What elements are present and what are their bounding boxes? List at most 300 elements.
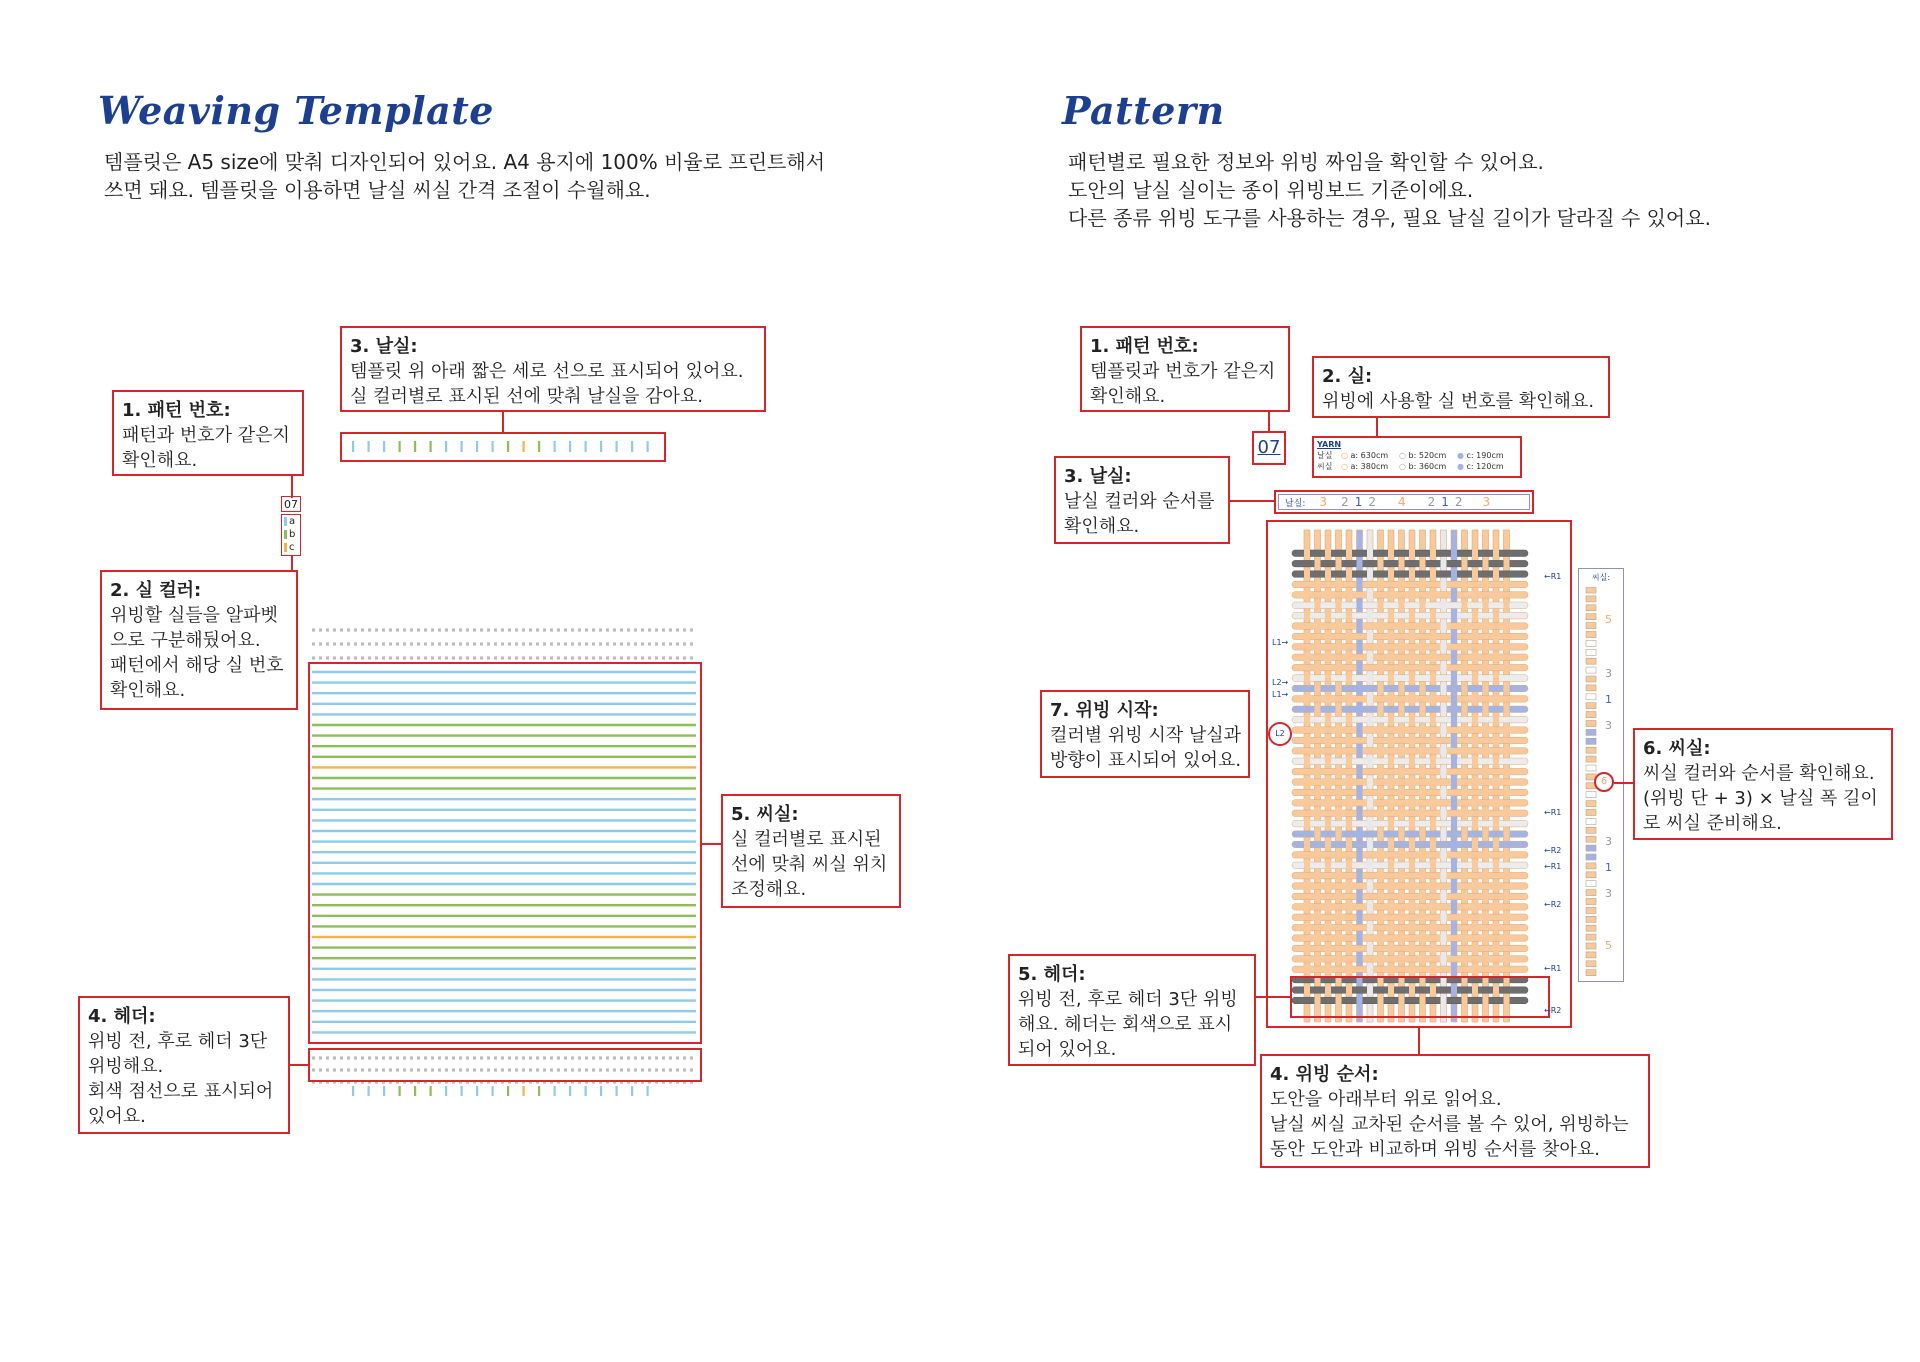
warp-tick xyxy=(461,1086,463,1096)
callout-text: 위빙에 사용할 실 번호를 확인해요. xyxy=(1322,391,1595,412)
callout-text: 패턴과 번호가 같은지 xyxy=(122,425,290,446)
warp-over xyxy=(1504,871,1510,880)
warp-over xyxy=(1462,684,1468,693)
weft-swatch xyxy=(1586,925,1596,931)
start-mark: L1→ xyxy=(1272,638,1289,647)
warp-over xyxy=(1462,955,1468,964)
warp-over xyxy=(1388,757,1394,766)
yarn-table-header: YARN xyxy=(1317,440,1342,449)
warp-over xyxy=(1462,726,1468,735)
warp-over xyxy=(1357,684,1363,693)
warp-over xyxy=(1420,726,1426,735)
weft-swatch xyxy=(1586,605,1596,611)
warp-over xyxy=(1357,788,1363,797)
warp-over xyxy=(1472,611,1478,620)
warp-over xyxy=(1388,965,1394,974)
weave-diagram xyxy=(1268,522,1570,1026)
warp-over xyxy=(1409,840,1415,849)
warp-over xyxy=(1399,767,1405,776)
warp-over xyxy=(1462,559,1468,568)
warp-over xyxy=(1304,861,1310,870)
warp-over xyxy=(1462,705,1468,714)
warp-tick xyxy=(383,441,385,452)
right-callout-header xyxy=(1008,954,1256,1066)
warp-over xyxy=(1325,923,1331,932)
warp-over xyxy=(1378,643,1384,652)
header-area-box xyxy=(308,1048,702,1082)
weft-swatch xyxy=(1586,872,1596,878)
warp-over xyxy=(1378,601,1384,610)
warp-over xyxy=(1441,767,1447,776)
warp-over xyxy=(1325,674,1331,683)
warp-tick xyxy=(538,441,540,452)
warp-over xyxy=(1462,788,1468,797)
warp-over xyxy=(1378,913,1384,922)
warp-over xyxy=(1325,903,1331,912)
warp-over xyxy=(1399,684,1405,693)
weft-row xyxy=(1292,644,1528,651)
warp-over xyxy=(1346,944,1352,953)
warp-over xyxy=(1420,934,1426,943)
left-callout-yarn-color xyxy=(100,570,298,710)
warp-over xyxy=(1472,778,1478,787)
warp-over xyxy=(1378,663,1384,672)
weft-swatch xyxy=(1586,587,1596,593)
warp-over xyxy=(1367,674,1373,683)
warp-over xyxy=(1462,622,1468,631)
left-intro-line: 템플릿은 A5 size에 맞춰 디자인되어 있어요. A4 용지에 100% 비율로 프린트해서 xyxy=(104,150,826,174)
warp-tick xyxy=(647,441,649,452)
callout-text: 있어요. xyxy=(88,1106,146,1127)
warp-over xyxy=(1388,903,1394,912)
warp-over xyxy=(1493,632,1499,641)
warp-over xyxy=(1399,747,1405,756)
warp-over xyxy=(1336,830,1342,839)
callout-text: 방향이 표시되어 있어요. xyxy=(1050,750,1242,771)
callout-text: 템플릿 위 아래 짧은 세로 선으로 표시되어 있어요. xyxy=(350,361,744,382)
right-callout-weft xyxy=(1633,728,1893,840)
warp-over xyxy=(1399,830,1405,839)
weft-swatch xyxy=(1586,907,1596,913)
warp-over xyxy=(1388,799,1394,808)
warp-over xyxy=(1367,965,1373,974)
warp-tick xyxy=(461,441,463,452)
warp-over xyxy=(1472,882,1478,891)
yarn-letter: a xyxy=(289,516,296,527)
callout-text: 해요. 헤더는 회색으로 표시 xyxy=(1018,1014,1233,1035)
weft-swatch xyxy=(1586,658,1596,664)
warp-over xyxy=(1472,715,1478,724)
warp-over xyxy=(1346,799,1352,808)
weft-swatch xyxy=(1586,667,1596,673)
warp-over xyxy=(1420,892,1426,901)
left-callout-weft xyxy=(721,794,901,908)
callout-text: 날실 씨실 교차된 순서를 볼 수 있어, 위빙하는 xyxy=(1270,1114,1629,1135)
warp-over xyxy=(1399,871,1405,880)
weft-swatch xyxy=(1586,738,1596,744)
left-callout-warp xyxy=(340,326,766,412)
warp-over xyxy=(1430,778,1436,787)
warp-over xyxy=(1483,726,1489,735)
weft-swatch xyxy=(1586,747,1596,753)
warp-over xyxy=(1493,944,1499,953)
left-pattern-number: 07 xyxy=(281,496,301,512)
right-callout-yarn xyxy=(1312,356,1610,418)
weft-swatch xyxy=(1586,818,1596,824)
row-mark: ←R2 xyxy=(1544,1006,1562,1015)
start-circle: L2 xyxy=(1268,722,1292,746)
weft-row xyxy=(1292,664,1528,671)
warp-over xyxy=(1388,674,1394,683)
weft-row xyxy=(1292,602,1528,609)
warp-over xyxy=(1451,611,1457,620)
weft-swatch xyxy=(1586,721,1596,727)
warp-over xyxy=(1346,903,1352,912)
warp-over xyxy=(1483,601,1489,610)
weave-header-box xyxy=(1290,976,1550,1018)
right-callout-weaving-start xyxy=(1040,690,1250,778)
warp-over xyxy=(1504,955,1510,964)
warp-over xyxy=(1430,861,1436,870)
weft-area-box xyxy=(308,662,702,1044)
weft-row xyxy=(1292,768,1528,775)
warp-tick xyxy=(368,441,370,452)
warp-over xyxy=(1430,882,1436,891)
callout-text: 날실 컬러와 순서를 xyxy=(1064,491,1215,512)
weft-swatch xyxy=(1586,632,1596,638)
weft-row xyxy=(1292,623,1528,630)
warp-over xyxy=(1409,549,1415,558)
warp-over xyxy=(1493,861,1499,870)
warp-over xyxy=(1462,830,1468,839)
weft-row xyxy=(1292,685,1528,692)
left-callout-pattern-number xyxy=(112,390,304,476)
warp-over xyxy=(1441,622,1447,631)
warp-over xyxy=(1304,799,1310,808)
callout-text: 도안을 아래부터 위로 읽어요. xyxy=(1270,1089,1502,1110)
warp-over xyxy=(1430,695,1436,704)
warp-over xyxy=(1451,715,1457,724)
warp-over xyxy=(1451,819,1457,828)
warp-over xyxy=(1420,622,1426,631)
warp-over xyxy=(1493,570,1499,579)
warp-over xyxy=(1472,736,1478,745)
warp-over xyxy=(1304,965,1310,974)
warp-over xyxy=(1336,913,1342,922)
warp-num: 2 xyxy=(1368,495,1376,509)
warp-over xyxy=(1409,882,1415,891)
callout-text: 확인해요. xyxy=(122,450,198,471)
callout-text: 패턴에서 해당 실 번호 xyxy=(110,655,284,676)
weft-swatch xyxy=(1586,961,1596,967)
warp-over xyxy=(1420,955,1426,964)
warp-over xyxy=(1483,955,1489,964)
warp-over xyxy=(1462,871,1468,880)
callout-heading: 1. 패턴 번호: xyxy=(122,400,231,421)
warp-over xyxy=(1325,778,1331,787)
warp-over xyxy=(1399,726,1405,735)
warp-over xyxy=(1378,934,1384,943)
right-intro-line: 도안의 날실 실이는 종이 위빙보드 기준이에요. xyxy=(1068,178,1474,202)
warp-over xyxy=(1472,549,1478,558)
weft-swatch xyxy=(1586,952,1596,958)
warp-over xyxy=(1483,684,1489,693)
warp-tick xyxy=(631,441,633,452)
weft-swatch xyxy=(1586,640,1596,646)
warp-tick xyxy=(569,441,571,452)
warp-over xyxy=(1504,663,1510,672)
warp-over xyxy=(1304,944,1310,953)
warp-over xyxy=(1357,643,1363,652)
warp-tick xyxy=(352,441,354,452)
warp-over xyxy=(1399,809,1405,818)
right-pattern-number: 07 xyxy=(1252,431,1286,465)
warp-over xyxy=(1483,747,1489,756)
warp-over xyxy=(1336,726,1342,735)
weft-swatch xyxy=(1586,854,1596,860)
warp-over xyxy=(1504,747,1510,756)
warp-over xyxy=(1315,684,1321,693)
warp-tick xyxy=(492,441,494,452)
warp-over xyxy=(1315,726,1321,735)
warp-over xyxy=(1441,809,1447,818)
warp-over xyxy=(1315,851,1321,860)
weft-swatch xyxy=(1586,676,1596,682)
leader-line xyxy=(290,1064,310,1066)
warp-over xyxy=(1430,591,1436,600)
warp-over xyxy=(1346,757,1352,766)
weft-swatch xyxy=(1586,881,1596,887)
warp-over xyxy=(1493,736,1499,745)
warp-over xyxy=(1304,570,1310,579)
warp-over xyxy=(1378,559,1384,568)
warp-over xyxy=(1451,840,1457,849)
warp-over xyxy=(1504,892,1510,901)
warp-tick xyxy=(523,441,525,452)
warp-tick xyxy=(538,1086,540,1096)
warp-over xyxy=(1336,601,1342,610)
warp-over xyxy=(1409,736,1415,745)
weft-swatch xyxy=(1586,729,1596,735)
warp-over xyxy=(1346,819,1352,828)
warp-over xyxy=(1441,892,1447,901)
weft-swatch xyxy=(1586,845,1596,851)
yarn-letter: b xyxy=(289,529,296,540)
warp-over xyxy=(1441,913,1447,922)
right-callout-warp xyxy=(1054,456,1230,544)
warp-over xyxy=(1420,851,1426,860)
warp-over xyxy=(1378,871,1384,880)
warp-over xyxy=(1388,653,1394,662)
warp-over xyxy=(1504,913,1510,922)
warp-over xyxy=(1430,736,1436,745)
warp-num: 2 xyxy=(1341,495,1349,509)
warp-tick xyxy=(476,441,478,452)
warp-num: 2 xyxy=(1454,495,1463,509)
warp-over xyxy=(1451,674,1457,683)
warp-over xyxy=(1409,799,1415,808)
warp-over xyxy=(1493,799,1499,808)
warp-over xyxy=(1336,663,1342,672)
warp-over xyxy=(1430,632,1436,641)
warp-over xyxy=(1430,715,1436,724)
leader-line xyxy=(1376,418,1378,436)
warp-ticks-bottom xyxy=(340,1084,666,1098)
weft-row xyxy=(1292,560,1528,567)
warp-tick xyxy=(507,441,509,452)
warp-over xyxy=(1325,861,1331,870)
warp-over xyxy=(1504,580,1510,589)
warp-over xyxy=(1483,851,1489,860)
warp-over xyxy=(1367,840,1373,849)
warp-over xyxy=(1399,913,1405,922)
leader-line xyxy=(291,476,293,498)
callout-text: 확인해요. xyxy=(1090,386,1166,407)
warp-over xyxy=(1315,705,1321,714)
warp-over xyxy=(1388,632,1394,641)
warp-over xyxy=(1357,726,1363,735)
weft-num: 3 xyxy=(1605,719,1612,732)
warp-over xyxy=(1336,934,1342,943)
warp-over xyxy=(1346,611,1352,620)
warp-tick xyxy=(352,1086,354,1096)
warp-over xyxy=(1336,622,1342,631)
warp-over xyxy=(1504,643,1510,652)
warp-over xyxy=(1472,591,1478,600)
warp-over xyxy=(1441,934,1447,943)
warp-tick xyxy=(569,1086,571,1096)
yarn-row xyxy=(1317,450,1517,461)
weft-swatch xyxy=(1586,836,1596,842)
warp-over xyxy=(1357,871,1363,880)
warp-tick xyxy=(554,1086,556,1096)
warp-over xyxy=(1357,747,1363,756)
warp-over xyxy=(1483,809,1489,818)
yarn-swatch-orange xyxy=(284,543,287,552)
warp-over xyxy=(1409,570,1415,579)
warp-over xyxy=(1409,715,1415,724)
right-intro-line: 패턴별로 필요한 정보와 위빙 짜임을 확인할 수 있어요. xyxy=(1068,150,1544,174)
callout-heading: 2. 실 컬러: xyxy=(110,580,202,601)
callout-text: 회색 점선으로 표시되어 xyxy=(88,1081,274,1102)
warp-over xyxy=(1451,653,1457,662)
warp-over xyxy=(1430,903,1436,912)
warp-over xyxy=(1315,601,1321,610)
callout-heading: 1. 패턴 번호: xyxy=(1090,336,1199,357)
weft-row xyxy=(1292,789,1528,796)
warp-over xyxy=(1315,934,1321,943)
warp-tick xyxy=(368,1086,370,1096)
weft-swatch xyxy=(1586,943,1596,949)
warp-over xyxy=(1367,570,1373,579)
warp-over xyxy=(1378,622,1384,631)
warp-over xyxy=(1357,809,1363,818)
warp-over xyxy=(1367,819,1373,828)
weft-swatch xyxy=(1586,801,1596,807)
warp-over xyxy=(1315,913,1321,922)
warp-over xyxy=(1483,788,1489,797)
warp-over xyxy=(1304,611,1310,620)
weft-row xyxy=(1292,706,1528,713)
warp-over xyxy=(1346,923,1352,932)
warp-over xyxy=(1493,965,1499,974)
warp-over xyxy=(1378,809,1384,818)
warp-over xyxy=(1430,923,1436,932)
warp-over xyxy=(1399,955,1405,964)
warp-over xyxy=(1451,965,1457,974)
warp-over xyxy=(1493,674,1499,683)
warp-over xyxy=(1409,757,1415,766)
weft-swatch xyxy=(1586,614,1596,620)
warp-over xyxy=(1409,778,1415,787)
warp-tick xyxy=(399,1086,401,1096)
warp-over xyxy=(1367,653,1373,662)
warp-over xyxy=(1472,757,1478,766)
warp-over xyxy=(1346,840,1352,849)
callout-text: 컬러별 위빙 시작 날실과 xyxy=(1050,725,1242,746)
warp-tick xyxy=(647,1086,649,1096)
warp-over xyxy=(1472,674,1478,683)
leader-line xyxy=(1614,782,1634,784)
left-yarn-legend xyxy=(281,514,301,556)
warp-over xyxy=(1336,892,1342,901)
callout-heading: 4. 헤더: xyxy=(88,1006,156,1027)
warp-over xyxy=(1336,851,1342,860)
weft-panel-label: 씨실: xyxy=(1591,573,1611,582)
warp-over xyxy=(1462,851,1468,860)
warp-tick xyxy=(585,441,587,452)
warp-over xyxy=(1378,788,1384,797)
warp-over xyxy=(1367,736,1373,745)
yarn-row-label: 날실 xyxy=(1317,451,1333,460)
warp-over xyxy=(1472,653,1478,662)
left-intro-line: 쓰면 돼요. 템플릿을 이용하면 날실 씨실 간격 조절이 수월해요. xyxy=(104,178,651,202)
warp-over xyxy=(1451,736,1457,745)
warp-over xyxy=(1483,622,1489,631)
warp-tick xyxy=(507,1086,509,1096)
warp-over xyxy=(1357,580,1363,589)
warp-over xyxy=(1304,674,1310,683)
callout-text: 확인해요. xyxy=(110,680,186,701)
weft-swatch xyxy=(1586,970,1596,976)
warp-over xyxy=(1357,955,1363,964)
warp-over xyxy=(1378,580,1384,589)
warp-over xyxy=(1304,903,1310,912)
weft-num: 3 xyxy=(1605,835,1612,848)
warp-over xyxy=(1378,892,1384,901)
warp-num: 3 xyxy=(1482,495,1491,509)
leader-line xyxy=(291,556,293,570)
warp-over xyxy=(1462,580,1468,589)
warp-over xyxy=(1451,944,1457,953)
warp-over xyxy=(1420,643,1426,652)
left-callout-header xyxy=(78,996,290,1134)
weft-swatch xyxy=(1586,623,1596,629)
warp-over xyxy=(1472,840,1478,849)
weft-row xyxy=(1292,727,1528,734)
warp-over xyxy=(1357,830,1363,839)
warp-over xyxy=(1388,591,1394,600)
warp-over xyxy=(1409,944,1415,953)
yarn-row-label: 씨실 xyxy=(1317,462,1333,471)
warp-over xyxy=(1441,830,1447,839)
warp-over xyxy=(1472,695,1478,704)
warp-over xyxy=(1451,778,1457,787)
warp-over xyxy=(1420,580,1426,589)
right-callout-weaving-order xyxy=(1260,1054,1650,1168)
callout-text: 로 씨실 준비해요. xyxy=(1643,813,1782,834)
weft-row xyxy=(1292,893,1528,900)
